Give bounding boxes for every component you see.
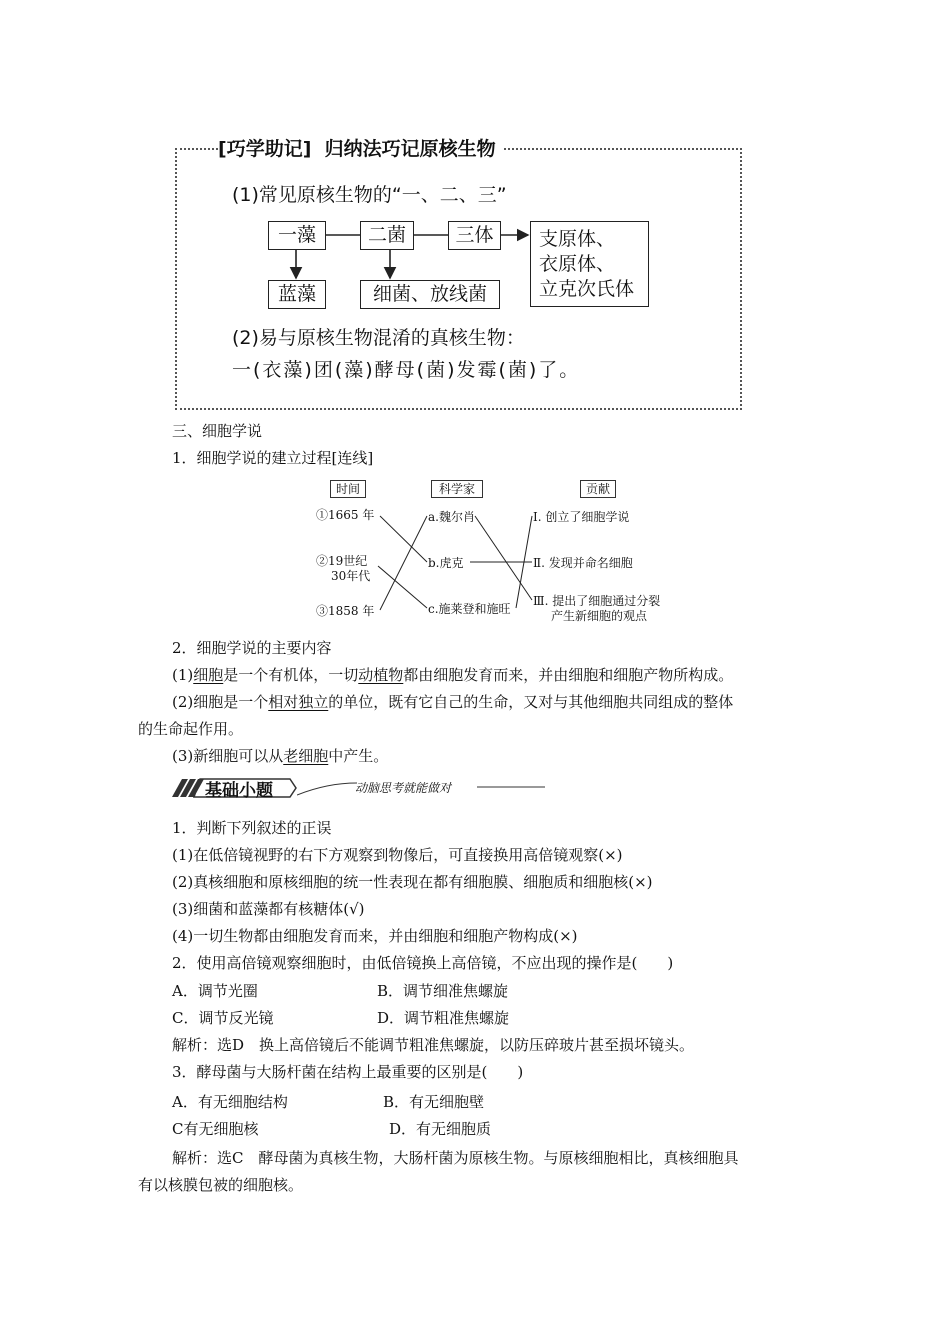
- question-2: 2．使用高倍镜观察细胞时，由低倍镜换上高倍镜，不应出现的操作是( ): [172, 954, 674, 972]
- question-3: 3．酵母菌与大肠杆菌在结构上最重要的区别是( ): [172, 1063, 524, 1081]
- question-3-analysis: 解析：选C 酵母菌为真核生物，大肠杆菌为原核生物。与原核细胞相比，真核细胞具: [172, 1149, 739, 1167]
- question-3-analysis-cont: 有以核膜包被的细胞核。: [138, 1176, 304, 1194]
- bracket-left: [: [218, 138, 227, 160]
- header-scientist: 科学家: [431, 480, 483, 498]
- box-cyanobacteria: 蓝藻: [268, 280, 326, 309]
- question-2-option-d: D．调节粗准焦螺旋: [377, 1009, 510, 1027]
- scientist-virchow: a.魏尔肖: [428, 510, 475, 524]
- contribution-2: Ⅱ. 发现并命名细胞: [533, 556, 633, 570]
- matching-lines: [0, 0, 950, 640]
- content-point-3: [172, 746, 388, 766]
- c3-blank-old-cell: 老细胞: [283, 747, 329, 765]
- question-3-option-b: B．有无细胞壁: [383, 1093, 485, 1111]
- question-1-item-1: (1)在低倍镜视野的右下方观察到物像后，可直接换用高倍镜观察(×): [172, 846, 623, 864]
- time-1665: ①1665 年: [316, 508, 375, 522]
- tip-line-2: (2)易与原核生物混淆的真核生物：: [232, 327, 525, 349]
- content-point-2: [172, 692, 733, 712]
- c2-blank-independent: 相对独立: [268, 693, 329, 711]
- c2-prefix: (2)细胞是一个: [172, 693, 269, 711]
- scientist-hooke: b.虎克: [428, 556, 464, 570]
- time-19th-century: ②19世纪: [316, 554, 368, 568]
- section-heading-cell-theory: 三、细胞学说: [172, 422, 263, 440]
- scientist-schleiden-schwann: c.施莱登和施旺: [428, 602, 511, 616]
- bracket-right: ]: [302, 138, 312, 160]
- question-1-item-2: (2)真核细胞和原核细胞的统一性表现在都有细胞膜、细胞质和细胞核(×): [172, 873, 653, 891]
- ti-line-1: 支原体、: [539, 228, 616, 250]
- c1-blank-cell: 细胞: [193, 666, 224, 684]
- c1-mid: 是一个有机体，一切: [223, 666, 359, 684]
- question-1-item-4: (4)一切生物都由细胞发育而来，并由细胞和细胞产物构成(×): [172, 927, 578, 945]
- question-3-option-a: A．有无细胞结构: [172, 1093, 288, 1111]
- banner-title: 基础小题: [205, 781, 273, 801]
- question-1-item-3: (3)细菌和蓝藻都有核糖体(√): [172, 900, 365, 918]
- c2-end: 的单位，既有它自己的生命，又对与其他细胞共同组成的整体: [328, 693, 734, 711]
- banner-subtitle: 动脑思考就能做对: [355, 781, 452, 795]
- content-point-1: [172, 665, 733, 685]
- question-3-option-d: D．有无细胞质: [389, 1120, 492, 1138]
- content-point-2-cont: 的生命起作用。: [138, 720, 244, 738]
- ti-line-2: 衣原体、: [539, 253, 616, 275]
- box-two-bacteria: 二菌: [360, 221, 414, 250]
- c1-prefix: (1): [172, 666, 194, 684]
- ti-line-3: 立克次氏体: [539, 278, 635, 300]
- item-2-main-content: 2．细胞学说的主要内容: [172, 639, 332, 657]
- c1-end: 都由细胞发育而来，并由细胞和细胞产物所构成。: [403, 666, 734, 684]
- question-1: 1．判断下列叙述的正误: [172, 819, 332, 837]
- header-contribution: 贡献: [580, 480, 616, 498]
- time-1858: ③1858 年: [316, 604, 375, 618]
- contribution-3-cont: 产生新细胞的观点: [551, 609, 648, 623]
- c3-prefix: (3)新细胞可以从: [172, 747, 284, 765]
- header-time: 时间: [330, 480, 366, 498]
- question-2-option-b: B．调节细准焦螺旋: [377, 982, 509, 1000]
- tip-line-3: 一(衣藻)团(藻)酵母(菌)发霉(菌)了。: [232, 359, 581, 381]
- c3-end: 中产生。: [328, 747, 389, 765]
- tip-tag: 巧学助记: [226, 138, 303, 160]
- tip-title-text: 归纳法巧记原核生物: [324, 138, 496, 160]
- question-2-option-c: C．调节反光镜: [172, 1009, 274, 1027]
- box-three-bodies: 三体: [448, 221, 501, 250]
- c1-blank-organisms: 动植物: [358, 666, 404, 684]
- question-2-analysis: 解析：选D 换上高倍镜后不能调节粗准焦螺旋，以防压碎玻片甚至损坏镜头。: [172, 1036, 695, 1054]
- tip-line-1: (1)常见原核生物的“一、二、三”: [232, 184, 507, 206]
- contribution-3: Ⅲ. 提出了细胞通过分裂: [533, 594, 661, 608]
- question-2-option-a: A．调节光圈: [172, 982, 258, 1000]
- question-3-option-c: C有无细胞核: [172, 1120, 259, 1138]
- item-1-establishment: 1．细胞学说的建立过程[连线]: [172, 449, 374, 467]
- contribution-1: Ⅰ. 创立了细胞学说: [533, 510, 630, 524]
- time-1830s: 30年代: [331, 569, 371, 583]
- box-bacteria-actinomycetes: 细菌、放线菌: [360, 280, 500, 309]
- box-one-alga: 一藻: [268, 221, 326, 250]
